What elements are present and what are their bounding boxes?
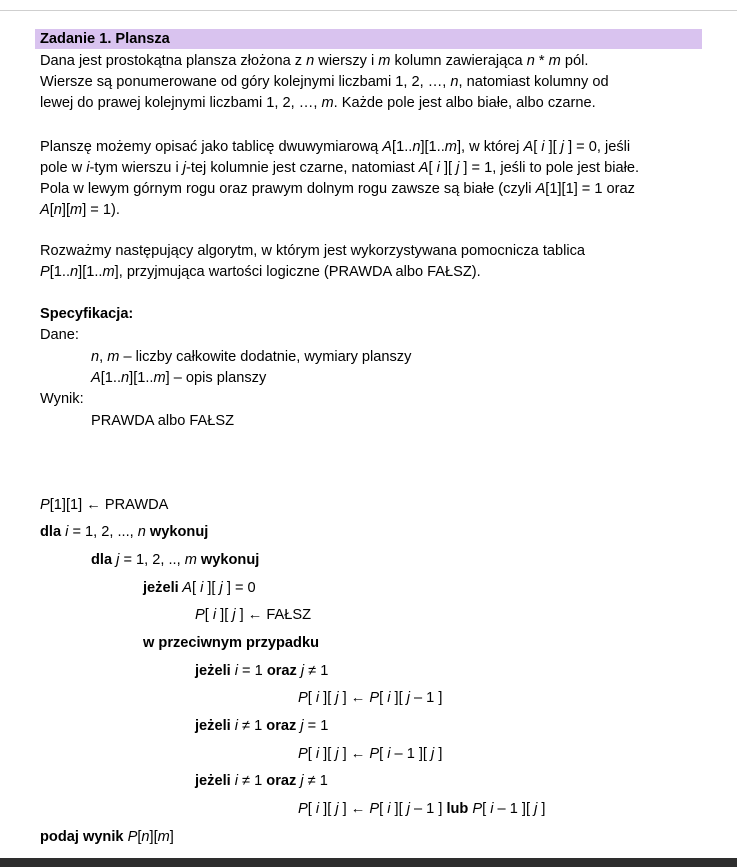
- top-divider: [0, 10, 737, 11]
- bottom-edge-strip: [0, 858, 737, 867]
- task-title: Zadanie 1. Plansza: [40, 31, 170, 47]
- code-line-if-first-row: jeżeli i = 1 oraz j ≠ 1: [195, 663, 329, 679]
- code-line-loop-i: dla i = 1, 2, ..., n wykonuj: [40, 524, 209, 540]
- spec-input-board: A[1..n][1..m] – opis planszy: [91, 370, 267, 386]
- array-desc-line-4: A[n][m] = 1).: [40, 202, 120, 218]
- intro-line-1: Dana jest prostokątna plansza złożona z n wierszy i m kolumn zawierająca n * m pól.: [40, 53, 589, 69]
- spec-input-dimensions: n, m – liczby całkowite dodatnie, wymiary planszy: [91, 349, 412, 365]
- spec-output-label: Wynik:: [40, 391, 84, 407]
- code-line-else: w przeciwnym przypadku: [143, 635, 319, 651]
- code-line-if-inner: jeżeli i ≠ 1 oraz j ≠ 1: [195, 773, 328, 789]
- code-line-if-first-col: jeżeli i ≠ 1 oraz j = 1: [195, 718, 329, 734]
- algo-intro-line-2: P[1..n][1..m], przyjmująca wartości logiczne (PRAWDA albo FAŁSZ).: [40, 264, 481, 280]
- spec-heading: Specyfikacja:: [40, 306, 134, 322]
- algo-intro-line-1: Rozważmy następujący algorytm, w którym jest wykorzystywana pomocnicza tablica: [40, 243, 586, 259]
- intro-line-3: lewej do prawej kolejnymi liczbami 1, 2, …, m. Każde pole jest albo białe, albo czarne.: [40, 95, 596, 111]
- array-desc-line-1: Planszę możemy opisać jako tablicę dwuwymiarową A[1..n][1..m], w której A[ i ][ j ] = 0, jeśli: [40, 139, 631, 155]
- code-line-if-black: jeżeli A[ i ][ j ] = 0: [143, 580, 256, 596]
- code-line-assign-left: P[ i ][ j ] ← P[ i ][ j – 1 ]: [298, 690, 443, 706]
- code-line-assign-or: P[ i ][ j ] ← P[ i ][ j – 1 ] lub P[ i – 1 ][ j ]: [298, 801, 546, 817]
- code-line-loop-j: dla j = 1, 2, .., m wykonuj: [91, 552, 260, 568]
- code-line-assign-up: P[ i ][ j ] ← P[ i – 1 ][ j ]: [298, 746, 443, 762]
- code-line-init: P[1][1] ← PRAWDA: [40, 497, 169, 513]
- spec-output-value: PRAWDA albo FAŁSZ: [91, 413, 235, 429]
- spec-input-label: Dane:: [40, 327, 79, 343]
- code-line-return: podaj wynik P[n][m]: [40, 829, 174, 845]
- intro-line-2: Wiersze są ponumerowane od góry kolejnymi liczbami 1, 2, …, n, natomiast kolumny od: [40, 74, 609, 90]
- array-desc-line-3: Pola w lewym górnym rogu oraz prawym dolnym rogu zawsze są białe (czyli A[1][1] = 1 oraz: [40, 181, 635, 197]
- code-line-set-false: P[ i ][ j ] ← FAŁSZ: [195, 607, 311, 623]
- top-toolbar-strip: [0, 0, 737, 22]
- array-desc-line-2: pole w i-tym wierszu i j-tej kolumnie jest czarne, natomiast A[ i ][ j ] = 1, jeśli to pole jest białe.: [40, 160, 640, 176]
